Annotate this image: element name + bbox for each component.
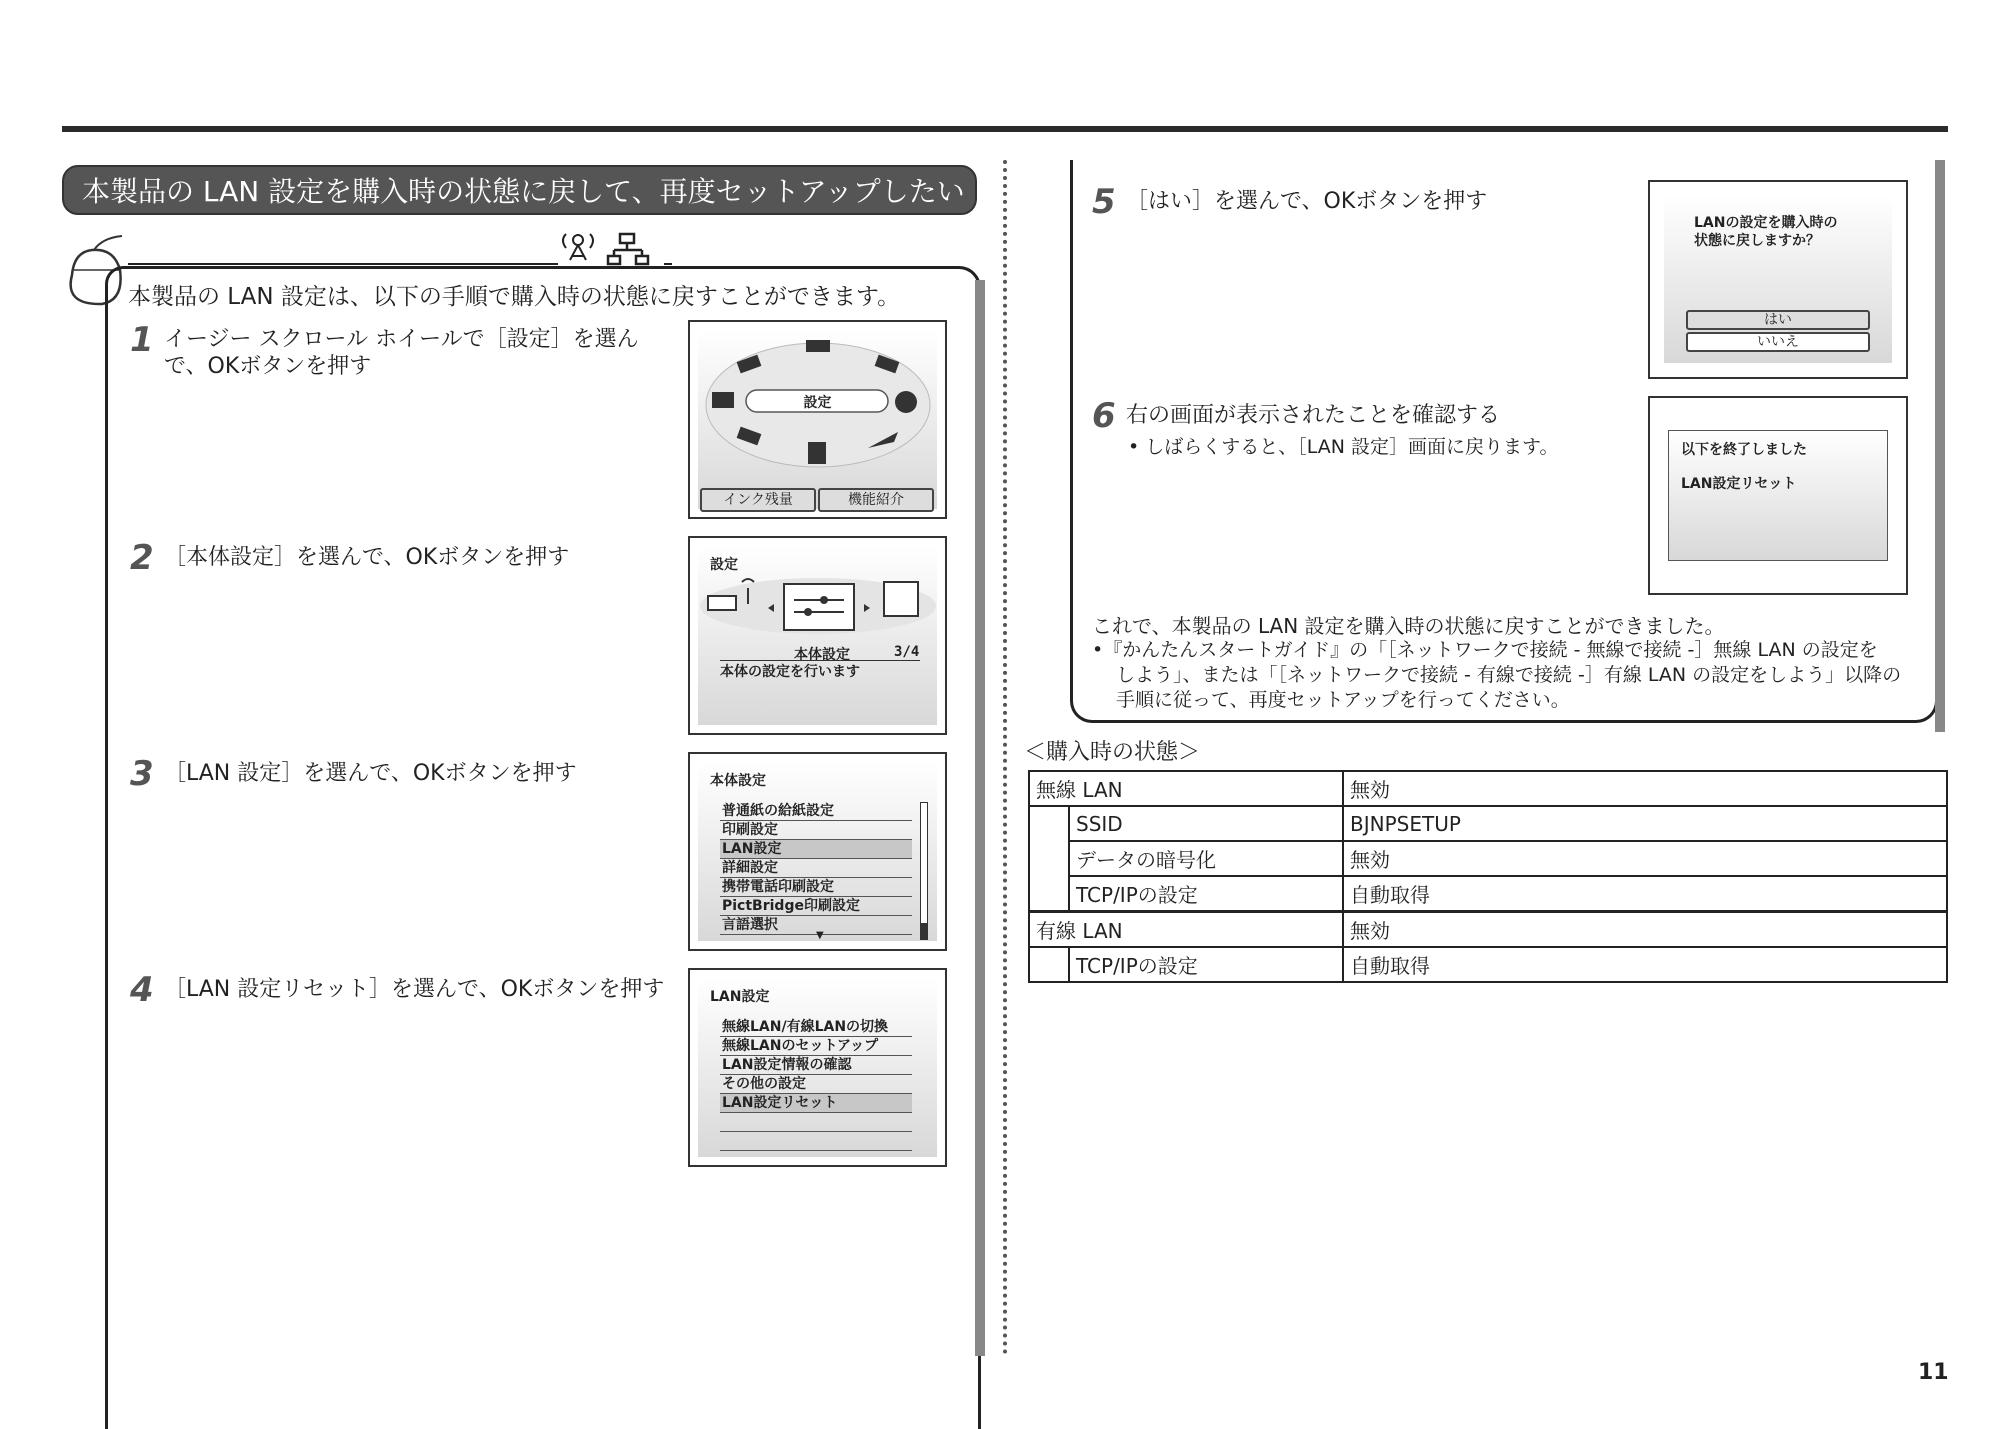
step-number: 6 <box>1092 396 1116 436</box>
screen-title: 本体設定 <box>710 773 766 789</box>
wired-lan-icon <box>608 234 648 264</box>
network-icons <box>558 230 664 266</box>
down-arrow-icon: ▼ <box>816 930 824 941</box>
step-number: 3 <box>130 754 154 794</box>
table-row <box>1029 841 1947 876</box>
menu-item[interactable]: PictBridge印刷設定 <box>720 897 912 916</box>
step-number: 1 <box>130 320 154 360</box>
scrollbar[interactable] <box>920 802 928 940</box>
table-row <box>1029 912 1947 948</box>
note-line: •『かんたんスタートガイド』の「［ネットワークで接続 - 無線で接続 -］無線 LAN の設定を <box>1092 639 1878 661</box>
menu-item[interactable]: その他の設定 <box>720 1075 912 1094</box>
lcd-screen-settings-wheel <box>688 320 947 519</box>
cell-value: 無効 <box>1343 912 1947 948</box>
menu-list <box>720 1018 912 1151</box>
table-row <box>1029 947 1947 982</box>
cell-label: 有線 LAN <box>1029 912 1343 948</box>
menu-item[interactable]: 印刷設定 <box>720 821 912 840</box>
lcd-screen-settings <box>688 536 947 735</box>
note-block <box>1092 638 1901 713</box>
menu-list <box>720 802 912 935</box>
step-text: ［LAN 設定リセット］を選んで、OKボタンを押す <box>164 977 665 1002</box>
item-description: 本体の設定を行います <box>720 660 920 681</box>
step-note: • しばらくすると、［LAN 設定］画面に戻ります。 <box>1128 436 1559 458</box>
cell-label: データの暗号化 <box>1069 841 1343 876</box>
cell-value: 無効 <box>1343 771 1947 806</box>
panel-shadow <box>975 280 985 1356</box>
page-number: 11 <box>1918 1360 1949 1385</box>
cell-label: TCP/IPの設定 <box>1069 876 1343 912</box>
table-row <box>1029 876 1947 912</box>
lcd-screen-reset-complete <box>1648 396 1908 595</box>
header-rule <box>62 126 1948 132</box>
menu-item[interactable]: 携帯電話印刷設定 <box>720 878 912 897</box>
menu-item[interactable]: 無線LANのセットアップ <box>720 1037 912 1056</box>
yes-button[interactable]: はい <box>1686 310 1870 330</box>
dialog-line: LANの設定を購入時の <box>1694 215 1838 231</box>
table-row <box>1029 771 1947 806</box>
device-settings-graphic <box>698 574 937 644</box>
section-title: 本製品の LAN 設定を購入時の状態に戻して、再度セットアップしたい <box>62 165 977 215</box>
step-text: イージー スクロール ホイールで［設定］を選んで、OKボタンを押す <box>164 327 639 379</box>
table-title: ＜購入時の状態＞ <box>1024 740 1201 765</box>
conclusion-text: これで、本製品の LAN 設定を購入時の状態に戻すことができました。 <box>1092 614 1725 638</box>
step-number: 4 <box>130 970 154 1010</box>
step-text: ［はい］を選んで、OKボタンを押す <box>1126 189 1488 214</box>
step-text: ［LAN 設定］を選んで、OKボタンを押す <box>164 761 577 786</box>
cell-label: SSID <box>1069 806 1343 841</box>
default-settings-table <box>1028 770 1948 983</box>
wireless-icon <box>563 234 593 260</box>
rule <box>128 263 558 265</box>
menu-item[interactable]: 言語選択 <box>720 916 912 935</box>
step-text: ［本体設定］を選んで、OKボタンを押す <box>164 545 570 570</box>
screen-title: 設定 <box>710 557 738 573</box>
selected-item: 本体設定 <box>794 647 850 663</box>
complete-message: 以下を終了しました <box>1681 442 1807 458</box>
cell-label: 無線 LAN <box>1029 771 1343 806</box>
panel-shadow <box>1935 160 1945 732</box>
page-indicator: 3/4 <box>894 644 920 660</box>
reset-item: LAN設定リセット <box>1681 476 1797 492</box>
note-line: しよう」、または「［ネットワークで接続 - 有線で接続 -］有線 LAN の設定をしよう」以降の <box>1116 664 1902 686</box>
menu-item-selected[interactable]: LAN設定リセット <box>720 1094 912 1113</box>
lcd-screen-lan-settings <box>688 968 947 1167</box>
step-number: 5 <box>1092 182 1116 222</box>
dialog-line: 状態に戻しますか？ <box>1694 233 1820 249</box>
feature-guide-button[interactable]: 機能紹介 <box>818 488 934 512</box>
step-text: 右の画面が表示されたことを確認する <box>1126 403 1501 428</box>
wheel-center-label: 設定 <box>803 395 832 411</box>
menu-item[interactable]: 普通紙の給紙設定 <box>720 802 912 821</box>
menu-item[interactable]: 詳細設定 <box>720 859 912 878</box>
lcd-screen-device-settings <box>688 752 947 951</box>
step-number: 2 <box>130 538 154 578</box>
intro-text: 本製品の LAN 設定は、以下の手順で購入時の状態に戻すことができます。 <box>128 284 901 310</box>
rule <box>664 263 672 265</box>
column-divider <box>1003 160 1007 1355</box>
note-line: 手順に従って、再度セットアップを行ってください。 <box>1116 689 1570 711</box>
cell-value: 自動取得 <box>1343 876 1947 912</box>
cell-value: BJNPSETUP <box>1343 806 1947 841</box>
ink-level-button[interactable]: インク残量 <box>700 488 816 512</box>
no-button[interactable]: いいえ <box>1686 332 1870 352</box>
menu-item[interactable]: 無線LAN/有線LANの切換 <box>720 1018 912 1037</box>
menu-item[interactable]: LAN設定情報の確認 <box>720 1056 912 1075</box>
cell-label: TCP/IPの設定 <box>1069 947 1343 982</box>
menu-item-selected[interactable]: LAN設定 <box>720 840 912 859</box>
screen-title: LAN設定 <box>710 989 770 1005</box>
cell-value: 無効 <box>1343 841 1947 876</box>
cell-value: 自動取得 <box>1343 947 1947 982</box>
table-row <box>1029 806 1947 841</box>
lcd-screen-confirm-reset <box>1648 180 1908 379</box>
